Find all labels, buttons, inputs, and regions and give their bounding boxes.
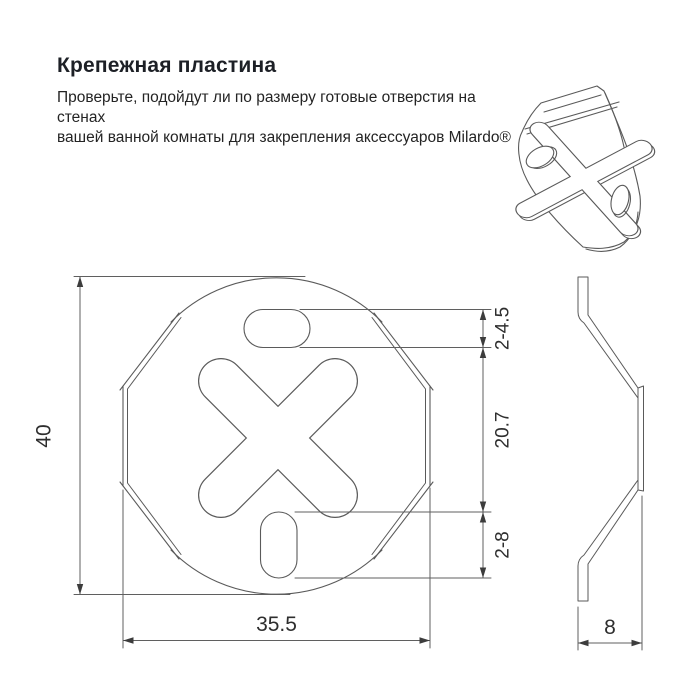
front-outline-top-arc — [171, 278, 382, 322]
dimension-lines — [74, 277, 642, 651]
front-view — [120, 278, 433, 594]
front-bottom-slot-hole — [261, 512, 298, 578]
dim-spacing-label: 20.7 — [492, 411, 514, 449]
side-profile — [578, 277, 644, 601]
side-view — [578, 277, 644, 601]
dim-height-label: 40 — [32, 424, 56, 448]
front-chamfer-sw — [120, 482, 179, 559]
front-cross-slot — [221, 381, 335, 495]
front-top-slot-hole — [244, 310, 310, 348]
dim-top-slot-label: 2-4.5 — [492, 306, 514, 351]
page-title: Крепежная пластина — [57, 54, 277, 77]
iso-view — [519, 86, 646, 251]
front-chamfer-ne — [374, 313, 433, 390]
subtitle-line-1: Проверьте, подойдут ли по размеру готовые отверстия на стенах — [57, 89, 476, 126]
dimension-arrows — [77, 277, 642, 647]
front-chamfer-nw — [120, 313, 179, 390]
dim-right-extensions — [295, 310, 491, 579]
front-outline-bottom-arc — [171, 550, 382, 594]
subtitle-line-2: вашей ванной комнаты для закрепления аксессуаров Milardo® — [57, 129, 511, 146]
front-chamfer-se — [374, 482, 433, 559]
dim-bottom-slot-label: 2-8 — [492, 531, 514, 559]
dim-depth-label: 8 — [604, 616, 616, 639]
dim-width-label: 35.5 — [256, 613, 297, 636]
